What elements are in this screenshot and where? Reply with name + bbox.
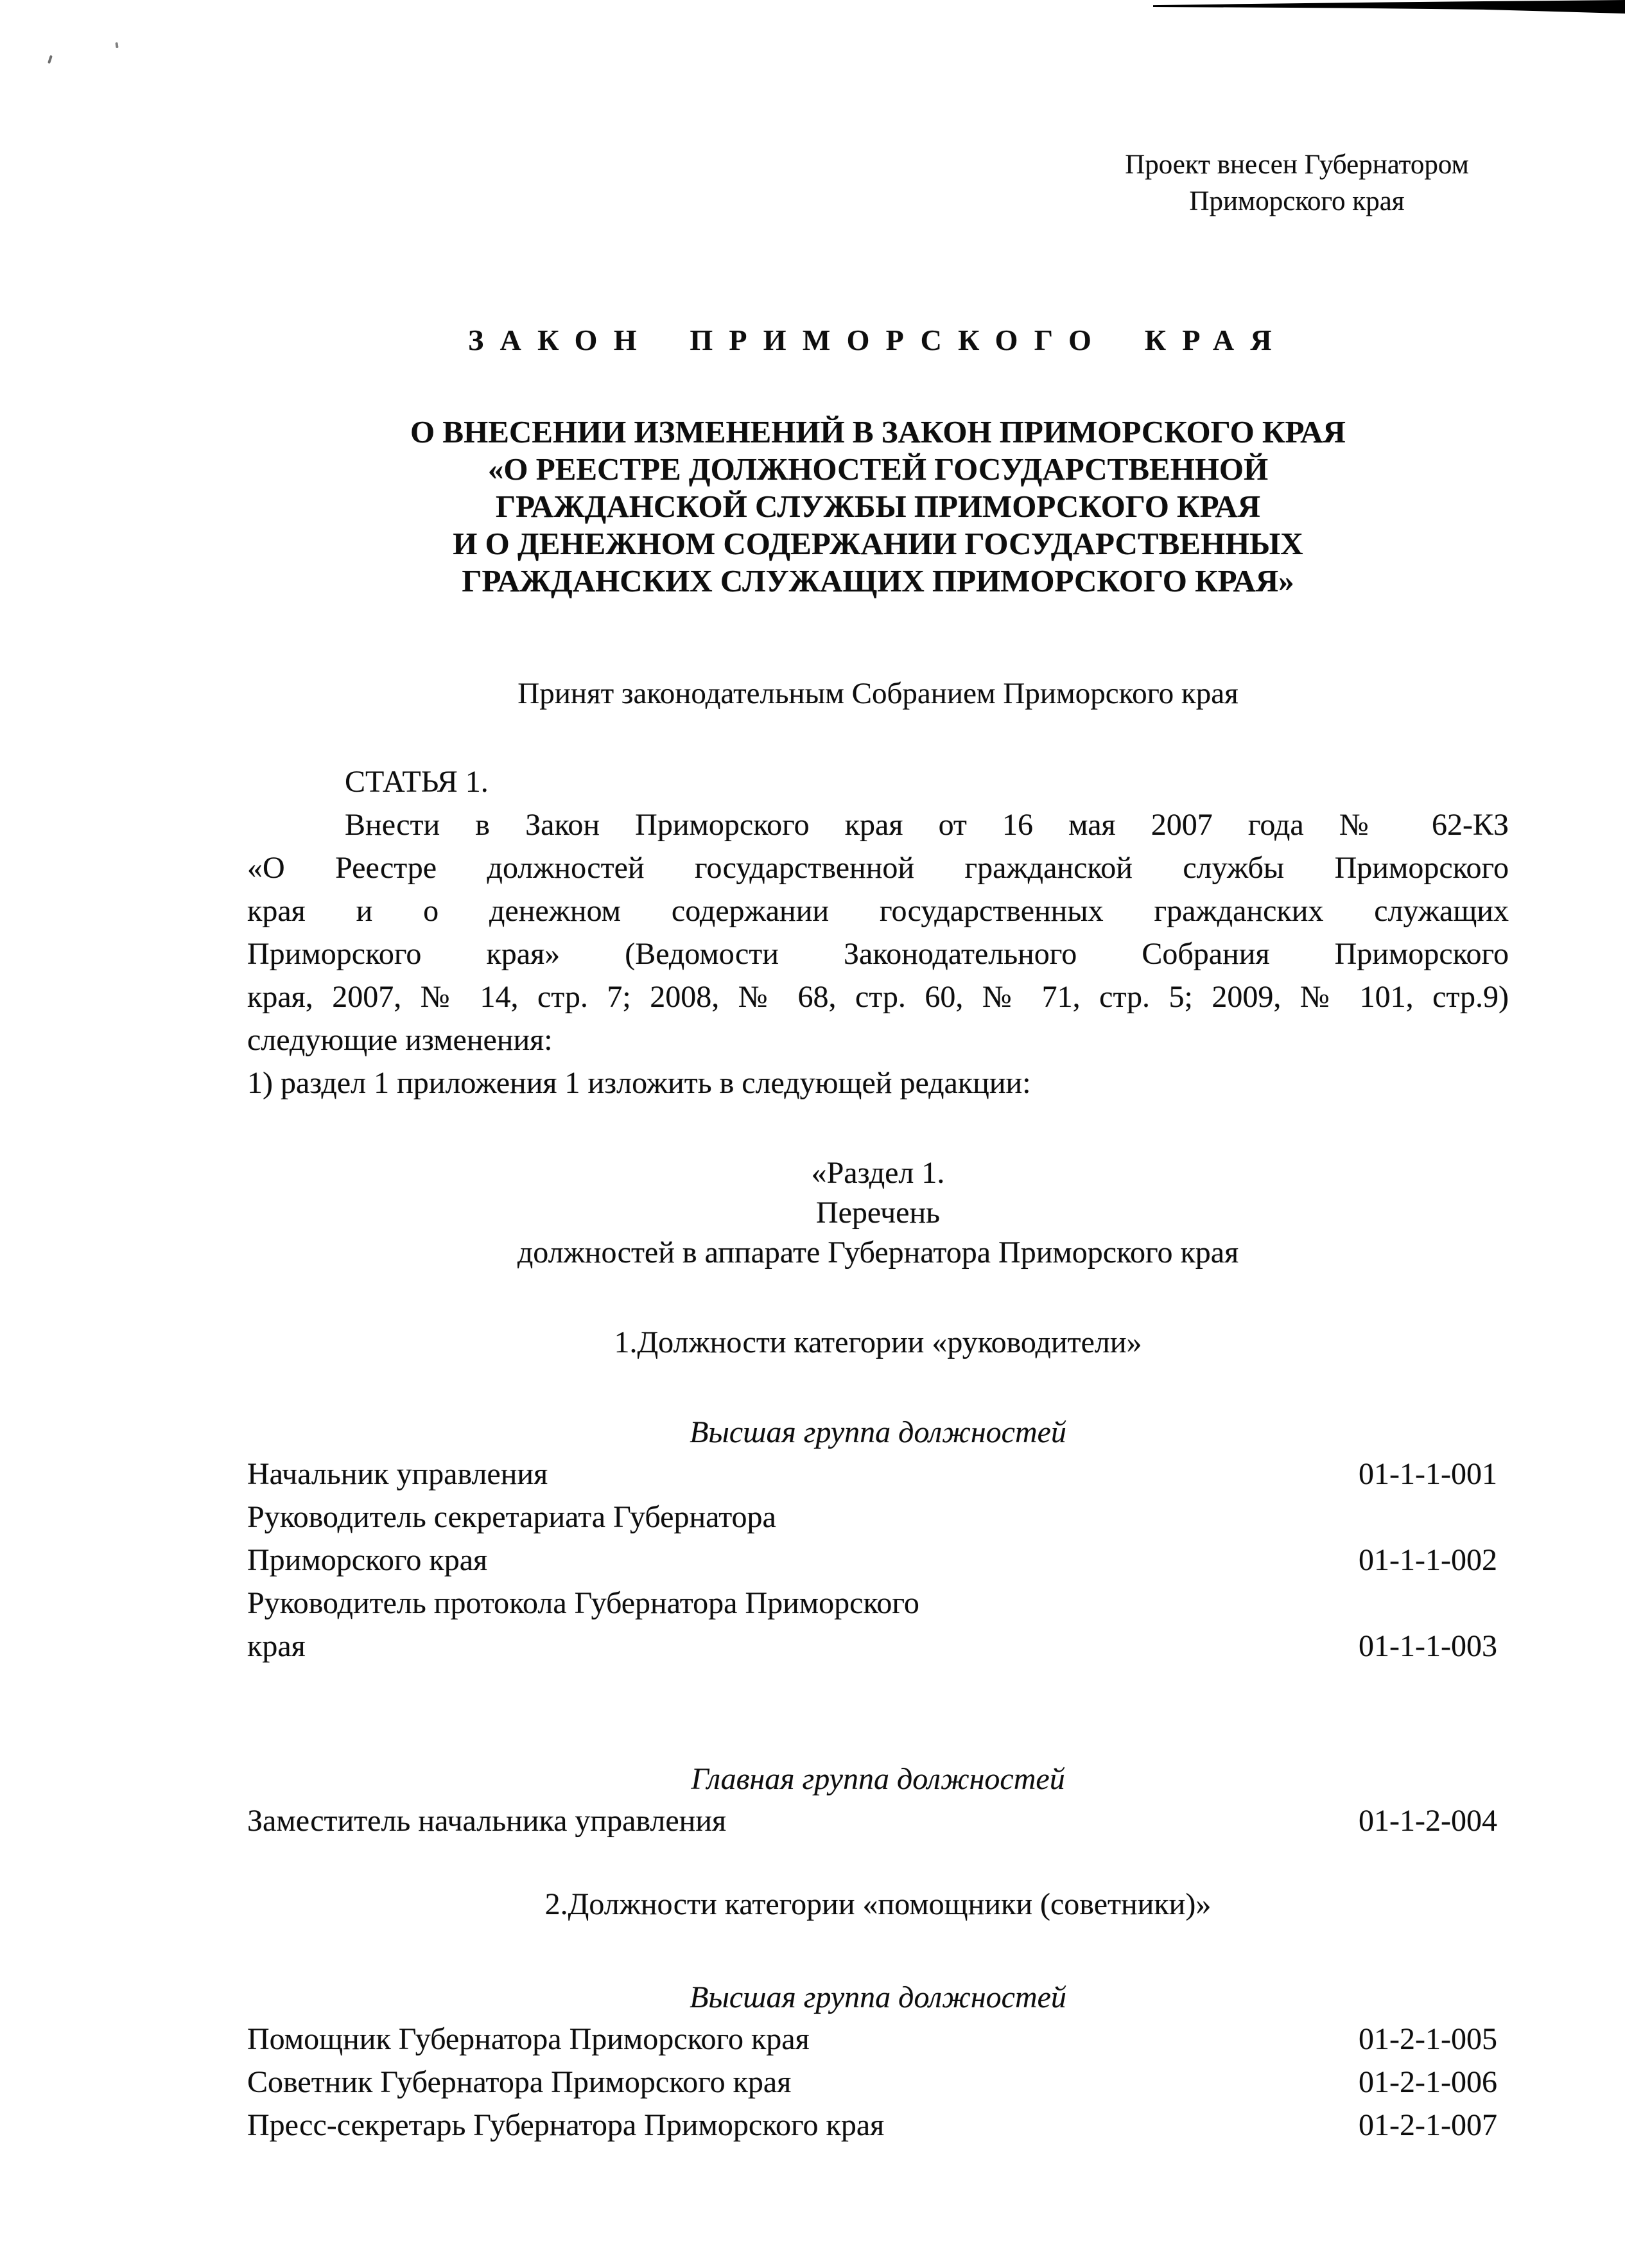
header-note-line-2: Приморского края — [1189, 186, 1405, 216]
position-code: 01-1-2-004 — [1359, 1804, 1497, 1838]
category-heading-2: 2.Должности категории «помощники (советники)» — [544, 1887, 1212, 1921]
position-label — [247, 1582, 919, 1668]
position-label-line: Заместитель начальника управления — [247, 1804, 727, 1838]
position-label-line: Руководитель секретариата Губернатора — [247, 1500, 776, 1534]
position-code: 01-1-1-003 — [1359, 1629, 1497, 1663]
group-heading-1: Высшая группа должностей — [690, 1415, 1066, 1449]
section-heading — [247, 1153, 1509, 1273]
paragraph-line-3: края и о денежном содержании государственных гражданских служащих — [247, 894, 1509, 928]
position-label — [247, 2104, 884, 2147]
position-entry — [247, 2104, 1509, 2147]
position-label — [247, 1496, 776, 1582]
position-entry — [247, 1452, 1509, 1496]
position-entry — [247, 2061, 1509, 2104]
subtitle-line-4: И О ДЕНЕЖНОМ СОДЕРЖАНИИ ГОСУДАРСТВЕННЫХ — [453, 526, 1303, 561]
position-label — [247, 2061, 791, 2104]
position-label — [247, 1452, 548, 1496]
position-label-line: Советник Губернатора Приморского края — [247, 2065, 792, 2099]
position-entry — [247, 1799, 1509, 1842]
position-code: 01-2-1-007 — [1359, 2108, 1497, 2142]
position-code: 01-1-1-002 — [1359, 1543, 1497, 1577]
position-code: 01-2-1-006 — [1359, 2065, 1497, 2099]
position-list-3 — [247, 2018, 1509, 2147]
section-heading-line-2: Перечень — [815, 1196, 941, 1230]
position-label-line: края — [247, 1629, 306, 1663]
position-label-line: Помощник Губернатора Приморского края — [247, 2022, 810, 2056]
section-heading-line-3: должностей в аппарате Губернатора Приморского края — [517, 1235, 1239, 1269]
position-entry — [247, 1496, 1509, 1582]
paragraph-line-1: Внести в Закон Приморского края от 16 мая 2007 года № 62-КЗ — [345, 808, 1509, 842]
position-code: 01-1-1-001 — [1359, 1457, 1497, 1491]
scan-speck-2 — [115, 42, 118, 48]
category-heading-1: 1.Должности категории «руководители» — [614, 1325, 1142, 1359]
section-heading-line-1: «Раздел 1. — [811, 1156, 945, 1190]
position-label-line: Приморского края — [247, 1543, 488, 1577]
subtitle-line-3: ГРАЖДАНСКОЙ СЛУЖБЫ ПРИМОРСКОГО КРАЯ — [495, 489, 1261, 524]
position-list-1 — [247, 1452, 1509, 1668]
article-heading: СТАТЬЯ 1. — [345, 765, 489, 799]
document-subtitle — [247, 414, 1509, 600]
position-label — [247, 2018, 810, 2061]
paragraph-line-7: 1) раздел 1 приложения 1 изложить в следующей редакции: — [247, 1066, 1031, 1100]
adopted-line: Принят законодательным Собранием Приморского края — [517, 677, 1238, 710]
article-paragraph — [247, 803, 1509, 1104]
position-label-line: Пресс-секретарь Губернатора Приморского края — [247, 2108, 885, 2142]
scan-speck-1 — [48, 55, 53, 64]
paragraph-line-4: Приморского края» (Ведомости Законодательного Собрания Приморского — [247, 937, 1509, 971]
subtitle-line-5: ГРАЖДАНСКИХ СЛУЖАЩИХ ПРИМОРСКОГО КРАЯ» — [462, 563, 1294, 598]
document-content — [247, 0, 1509, 2147]
subtitle-line-2: «О РЕЕСТРЕ ДОЛЖНОСТЕЙ ГОСУДАРСТВЕННОЙ — [487, 451, 1269, 487]
subtitle-line-1: О ВНЕСЕНИИ ИЗМЕНЕНИЙ В ЗАКОН ПРИМОРСКОГО КРАЯ — [410, 414, 1346, 449]
paragraph-line-2: «О Реестре должностей государственной гражданской службы Приморского — [247, 851, 1509, 885]
group-heading-2: Главная группа должностей — [691, 1762, 1065, 1796]
position-list-2 — [247, 1799, 1509, 1842]
position-entry — [247, 1582, 1509, 1668]
position-entry — [247, 2018, 1509, 2061]
header-note-line-1: Проект внесен Губернатором — [1125, 150, 1469, 180]
header-note — [1085, 146, 1509, 220]
position-code: 01-2-1-005 — [1359, 2022, 1497, 2056]
position-label-line: Начальник управления — [247, 1457, 548, 1491]
position-label-line: Руководитель протокола Губернатора Приморского — [247, 1586, 919, 1620]
group-heading-3: Высшая группа должностей — [690, 1980, 1066, 2014]
paragraph-line-6: следующие изменения: — [247, 1023, 553, 1057]
document-title: ЗАКОН ПРИМОРСКОГО КРАЯ — [468, 324, 1288, 356]
paragraph-line-5: края, 2007, № 14, стр. 7; 2008, № 68, стр. 60, № 71, стр. 5; 2009, № 101, стр.9) — [247, 980, 1509, 1014]
position-label — [247, 1799, 726, 1842]
